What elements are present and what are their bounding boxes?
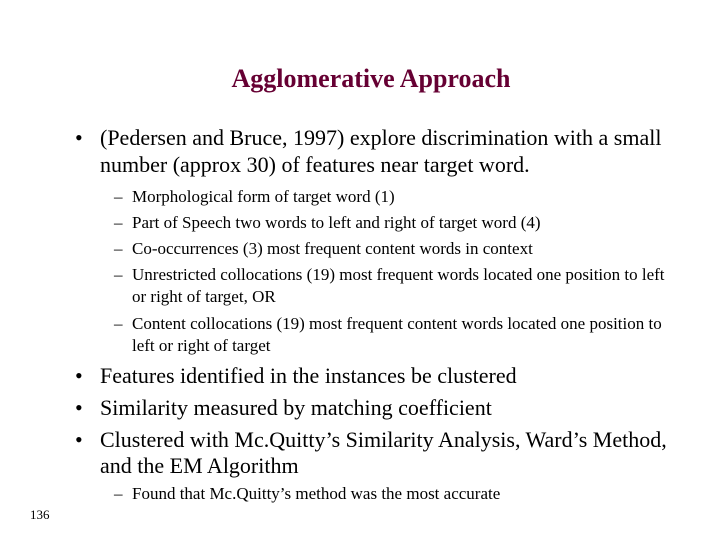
bullet-marker: • (75, 363, 83, 388)
sub-bullet-text: Co-occurrences (3) most frequent content words in context (132, 239, 533, 258)
dash-marker: – (114, 314, 123, 333)
sub-bullet-text: Morphological form of target word (1) (132, 187, 395, 206)
bullet-marker: • (75, 427, 83, 452)
slide-title: Agglomerative Approach (231, 64, 511, 93)
sub-bullet-text: Part of Speech two words to left and right of target word (4) (132, 213, 541, 232)
bullet-text: Clustered with Mc.Quitty’s Similarity Analysis, Ward’s Method, and the EM Algorithm (100, 427, 667, 478)
bullet-text: Features identified in the instances be clustered (100, 363, 517, 388)
bullet-text: (Pedersen and Bruce, 1997) explore discrimination with a small number (approx 30) of features near target word. (100, 125, 662, 177)
dash-marker: – (114, 239, 123, 258)
sub-bullet-text: Unrestricted collocations (19) most frequent words located one position to left or right of target, OR (132, 265, 665, 306)
page-number: 136 (30, 507, 50, 522)
bullet-text: Similarity measured by matching coefficient (100, 395, 492, 420)
bullet-marker: • (75, 395, 83, 420)
sub-bullet-text: Content collocations (19) most frequent content words located one position to left or right of target (132, 314, 662, 355)
dash-marker: – (114, 187, 123, 206)
sub-bullet-text: Found that Mc.Quitty’s method was the most accurate (132, 484, 501, 503)
dash-marker: – (114, 213, 123, 232)
dash-marker: – (114, 265, 123, 284)
bullet-marker: • (75, 125, 83, 150)
dash-marker: – (114, 484, 123, 503)
